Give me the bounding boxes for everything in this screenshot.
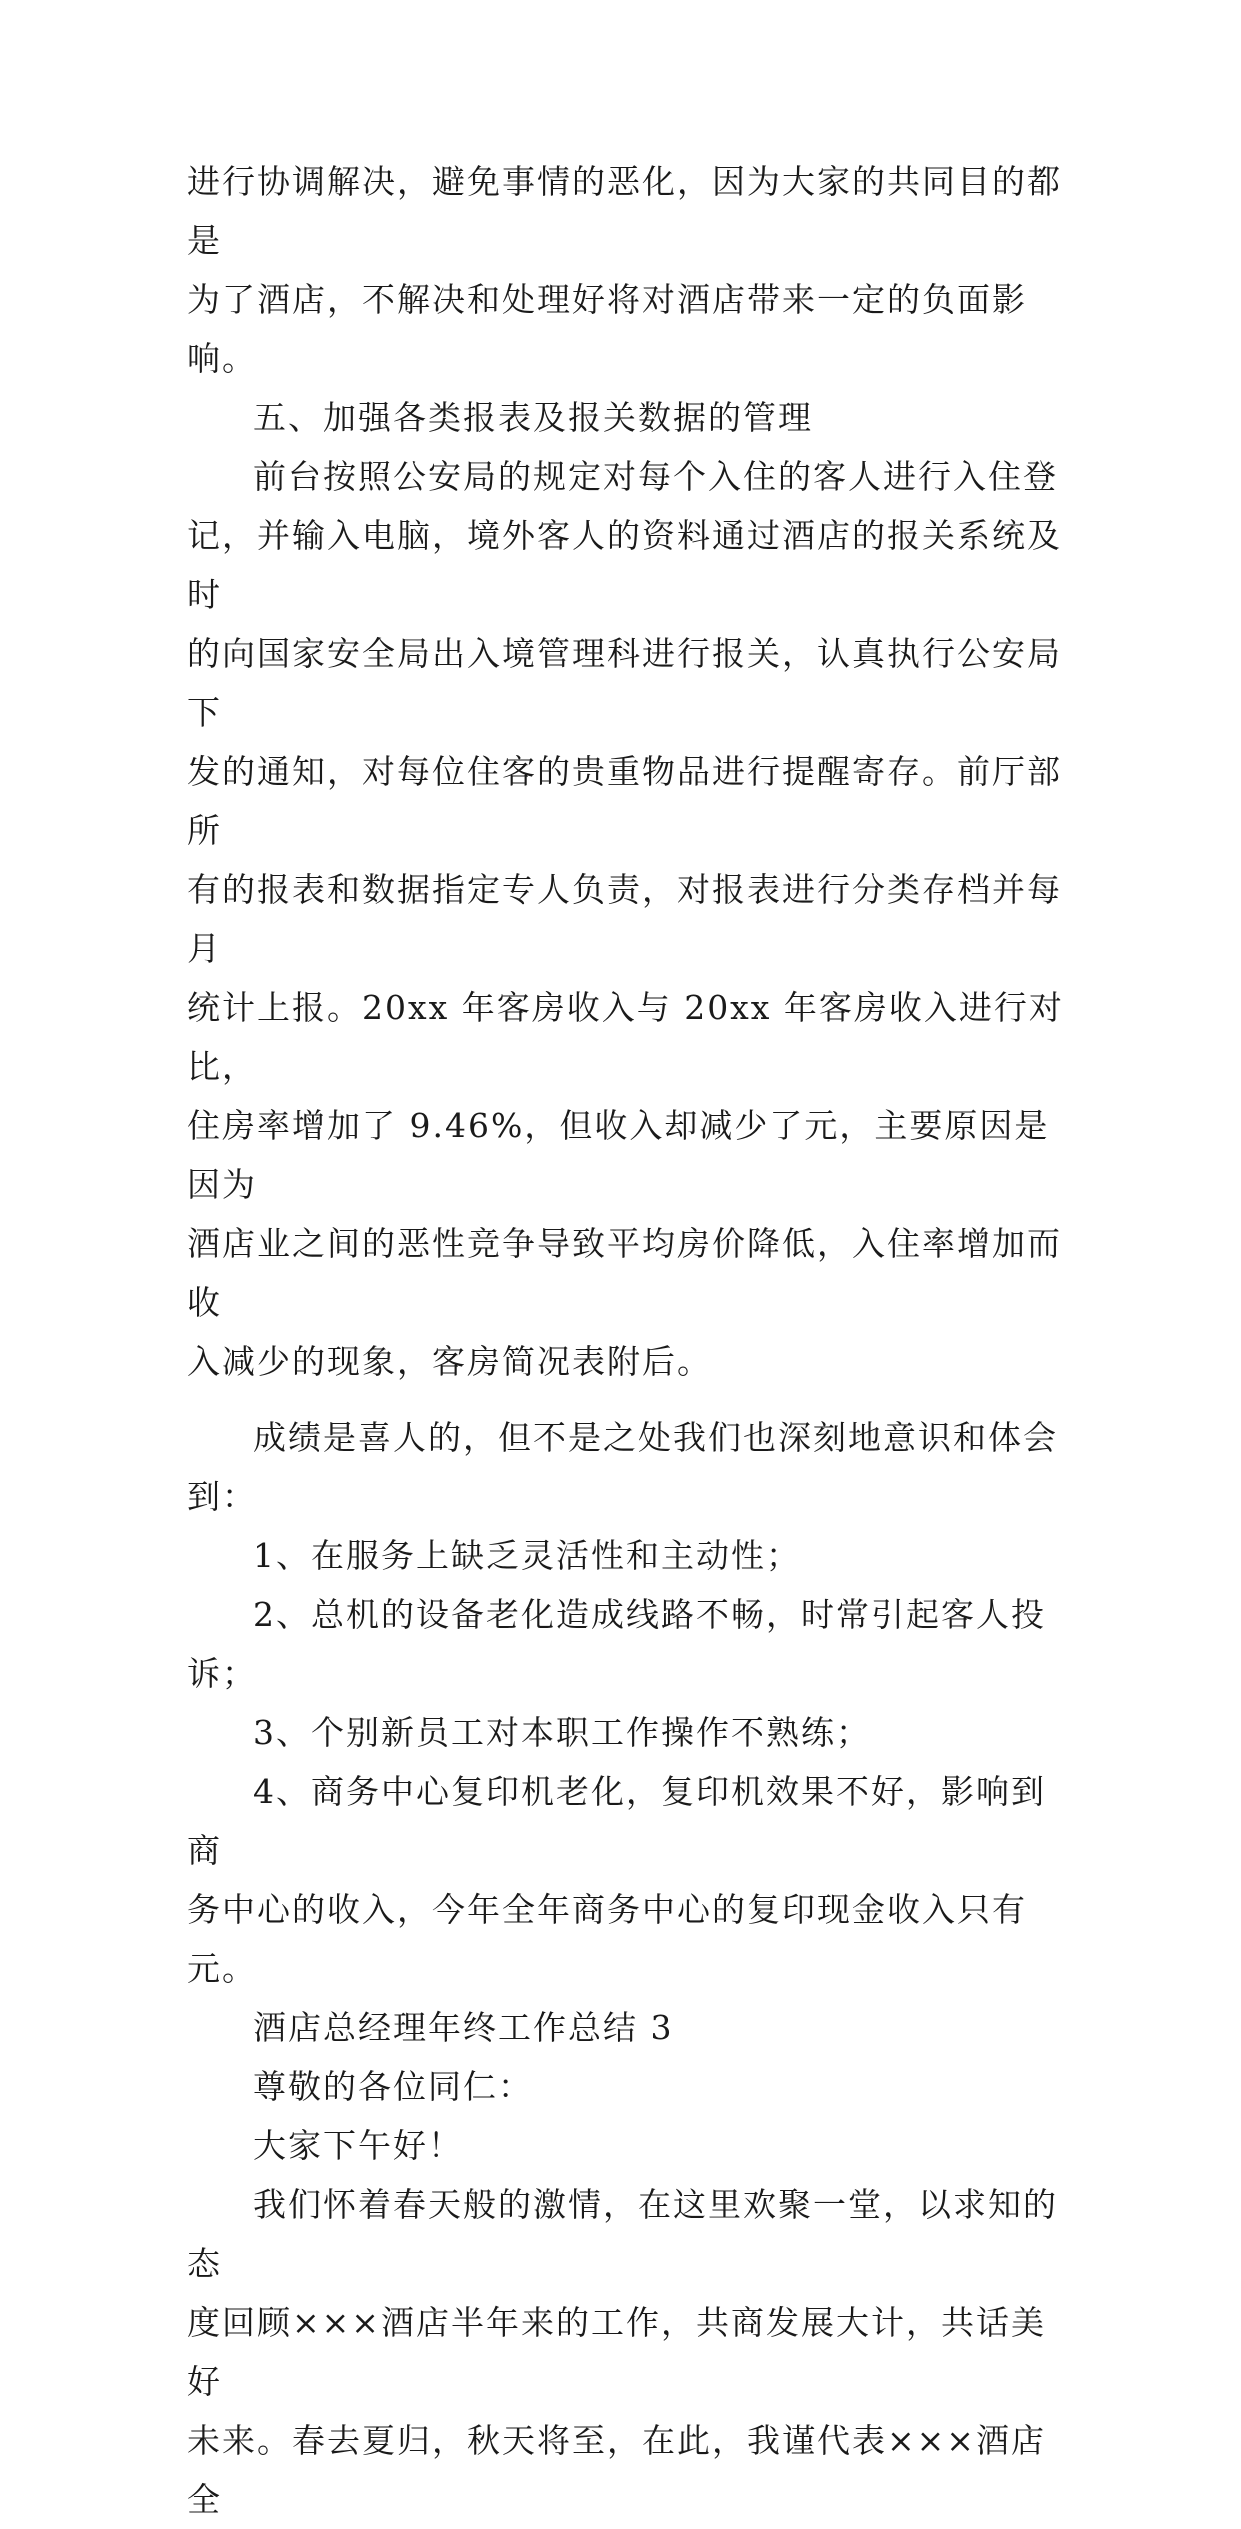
list-item-4: 4、商务中心复印机老化，复印机效果不好，影响到商 务中心的收入，今年全年商务中心的复印现金收入只有元。 (187, 1772, 1046, 1988)
paragraph-front-desk: 前台按照公安局的规定对每个入住的客人进行入住登 记，并输入电脑，境外客人的资料通过酒店的报关系统及时 的向国家安全局出入境管理科进行报关，认真执行公安局下 发的通知，对每位住客的贵重物品进行提醒寄存。前厅部所 有的报表和数据指定专人负责，对报表进行分类存档并每月 统计上报。20xx 年客房收入与 20xx 年客房收入进行对比， 住房率增加了 9.46%，但收入却减少了元，主要原因是因为 酒店业之间的恶性竞争导致平均房价降低，入住率增加而收 入减少的现象，客房简况表附后。 (187, 457, 1064, 1381)
salutation: 尊敬的各位同仁： (253, 2067, 533, 2106)
list-item-1: 1、在服务上缺乏灵活性和主动性； (253, 1536, 801, 1575)
paragraph-shortcomings-intro: 成绩是喜人的，但不是之处我们也深刻地意识和体会到： (187, 1418, 1058, 1516)
list-item-3: 3、个别新员工对本职工作操作不熟练； (253, 1713, 871, 1752)
list-item-2: 2、总机的设备老化造成线路不畅，时常引起客人投诉； (187, 1595, 1046, 1693)
document-title: 酒店总经理年终工作总结 3 (253, 2008, 674, 2047)
section-heading: 五、加强各类报表及报关数据的管理 (253, 398, 813, 437)
greeting: 大家下午好！ (253, 2126, 463, 2165)
paragraph-opening: 我们怀着春天般的激情，在这里欢聚一堂，以求知的态 度回顾×××酒店半年来的工作，共商发展大计，共话美好 未来。春去夏归，秋天将至，在此，我谨代表×××酒店全 (187, 2185, 1058, 2519)
paragraph-continuation: 进行协调解决，避免事情的恶化，因为大家的共同目的都是 为了酒店，不解决和处理好将对酒店带来一定的负面影响。 (187, 162, 1062, 378)
document-body (187, 152, 1067, 2529)
